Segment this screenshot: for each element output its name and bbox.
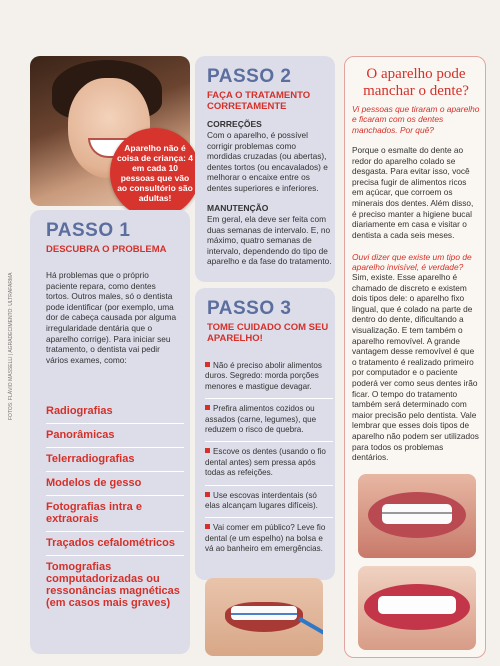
- tip-text: Vai comer em público? Leve fio dental (e um espelho) na bolsa e vá ao banheiro em emergências.: [205, 523, 326, 554]
- tip-text: Escove os dentes (usando o fio dental antes) sem pressa após todas as refeições.: [205, 447, 326, 478]
- tip-item: [205, 486, 333, 519]
- exam-item: Telerradiografias: [46, 448, 184, 472]
- passo1-title: PASSO 1: [46, 220, 131, 241]
- photo-credit: FOTOS: FLÁVIO MASSELLI | AGRADECIMENTO: ULTRAFARMA: [8, 272, 14, 420]
- passo1-body: Há problemas que o próprio paciente repara, como dentes tortos. Outros males, só o dentista pode identificar (por exemplo, uma dor de cabeça causada por alguma irregularidade dentária que o aparelho corrige). Para iniciar seu tratamento, o dentista vai pedir vários exames, como:: [46, 270, 177, 365]
- bullet-square-icon: [205, 492, 210, 497]
- braces-smile-photo: [358, 474, 476, 558]
- exam-item: Modelos de gesso: [46, 472, 184, 496]
- correcoes-body: Com o aparelho, é possível corrigir problemas como mordidas cruzadas (ou abertas), dentes tortos (ou encavalados) e melhorar o encaixe entre os dentes superiores e inferiores.: [207, 130, 328, 193]
- braces-brushing-photo: [205, 578, 323, 656]
- exam-item: Panorâmicas: [46, 424, 184, 448]
- exam-item: Fotografias intra e extraorais: [46, 496, 184, 532]
- exam-item: Tomografias computadorizadas ou ressonâncias magnéticas (em casos mais graves): [46, 561, 180, 609]
- faq-question-2: Ouvi dizer que existe um tipo de aparelho invisível, é verdade?: [352, 252, 472, 273]
- passo2-title: PASSO 2: [207, 66, 292, 87]
- exam-item: Traçados cefalométricos: [46, 532, 184, 556]
- manutencao-body: Em geral, ela deve ser feita com duas semanas de intervalo. E, no máximo, quatro semanas de intervalo, dependendo do tipo de aparelho e da fase do tratamento.: [207, 214, 332, 267]
- faq-question-1: Vi pessoas que tiraram o aparelho e ficaram com os dentes manchados. Por quê?: [352, 104, 480, 135]
- exam-list: [46, 400, 184, 615]
- manutencao-heading: MANUTENÇÃO: [207, 203, 269, 213]
- tip-text: Use escovas interdentais (só elas alcançam lugares difíceis).: [205, 490, 318, 511]
- passo3-subtitle: TOME CUIDADO COM SEU APARELHO!: [207, 322, 329, 344]
- tip-item: [205, 442, 333, 485]
- bullet-square-icon: [205, 362, 210, 367]
- bullet-square-icon: [205, 448, 210, 453]
- clear-aligner-smile-photo: [358, 566, 476, 650]
- tip-item: [205, 399, 333, 442]
- passo3-title: PASSO 3: [207, 298, 292, 319]
- faq-title: O aparelho pode manchar o dente?: [363, 66, 469, 99]
- tip-text: Prefira alimentos cozidos ou assados (carne, legumes), que reduzem o risco de quebra.: [205, 404, 317, 435]
- passo1-subtitle: DESCUBRA O PROBLEMA: [46, 244, 167, 255]
- tip-text: Não é preciso abolir alimentos duros. Segredo: morda porções menores e mastigue devagar.: [205, 361, 322, 391]
- tip-item: [205, 518, 333, 560]
- care-tips-list: [205, 356, 333, 561]
- passo2-subtitle: FAÇA O TRATAMENTO CORRETAMENTE: [207, 90, 311, 112]
- bullet-square-icon: [205, 524, 210, 529]
- adults-badge: [110, 128, 200, 218]
- tip-item: [205, 356, 333, 399]
- badge-text: Aparelho não é coisa de criança: 4 em cada 10 pessoas que vão ao consultório são adultas!: [116, 143, 194, 203]
- faq-answer-1: Porque o esmalte do dente ao redor do aparelho colado se desgasta. Para evitar isso, você precisa fugir de alimentos ricos em açúcar, que corroem os minerais dos dentes. Além disso, é preciso manter a higiene bucal diariamente em casa e visitar o dentista a cada seis meses.: [352, 145, 474, 240]
- faq-answer-2: Sim, existe. Esse aparelho é chamado de discreto e existem dois tipos dele: o aparelho fixo lingual, que é colado na parte de dentro do dente, dificultando a visualização. E tem também o aparelho removível. A grande vantagem desse removível é que o tratamento é realizado primeiro por computador e o paciente poderá ver como seus dentes irão ficar. O tempo do tratamento também será determinado com maior precisão pelo dentista. Vale lembrar que esses dois tipos de aparelho não podem ser utilizados para todos os problemas dentários.: [352, 272, 479, 463]
- correcoes-heading: CORREÇÕES: [207, 119, 262, 129]
- bullet-square-icon: [205, 405, 210, 410]
- exam-item: Radiografias: [46, 400, 184, 424]
